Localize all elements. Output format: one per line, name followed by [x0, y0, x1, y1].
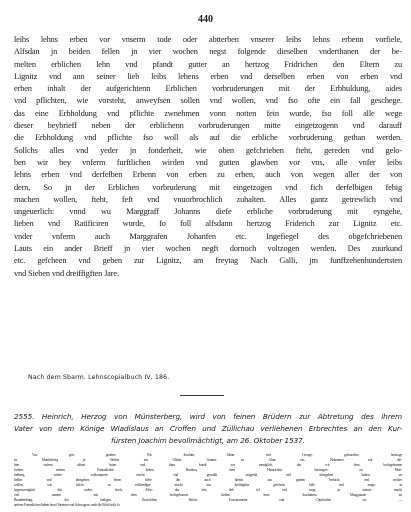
text-line: lehns erben vnd derfelben Erbenn von erben zu erben, auch von wegen aller der von — [14, 170, 402, 180]
text-line: fterberg, vnfere volkommene macht vnd gewaldt aufgefalt vnd übergeben haben, zu — [14, 473, 402, 477]
text-line: erben inhalt der aufgerichtenn Erblichen vorbruderungen mit der Erbhuldung, aides — [14, 84, 402, 94]
text-line: Brandemburg, des heiligen Romifchen Reichs Ertzcammerer vnd Churfurften etc. — — [14, 498, 402, 502]
text-line: ben wir bey vnferm furftlichen wirden vnd gutten glawben vor vns, alle vnfer leibs — [14, 157, 402, 167]
text-line: vnd Sieben vnd dreiffigften Jare. — [14, 268, 119, 278]
text-line: das eine Erbholdung vnd pflichte zwnehmen vonn notten fein wurde, fso foll alle wege — [14, 108, 402, 118]
text-line: Von gots gnaden Wir Joachim, Johan vnd George, gebruedere, hertzoge — [32, 453, 402, 457]
source-note: Nach dem Sbarm. Lehnscopialbuch IV, 186. — [28, 374, 170, 381]
page-number: 440 — [198, 14, 213, 25]
text-line: wiffen, wie folchs zu volftendiger macht am krefftigften gefcheen folle vnd mage, in — [14, 483, 402, 487]
text-line: anferm Freuntlichen lieben hern Oheimen vnd Schwagern, umb die Erbfchafft, fo — [14, 503, 120, 507]
text-line: machen wollen, fteht, feft vnd vnuorbrochlich zuhalten. Alles gantz getrewlich vnd — [14, 194, 402, 204]
text-line: melten erblichen lehn vnd pfandt gutter an hertzog Fridrichen den Eltern zu — [14, 59, 402, 69]
text-line: vnd namen mit dem hochgebornen furften, hern Joachimen, Marggrauen zu — [14, 493, 402, 497]
heading-line: fürsten Joachim bevollmächtigt, am 26. Oktober 1537. — [111, 436, 305, 445]
top-paragraph — [14, 34, 402, 280]
text-line: fem vnferm offnen brine vnd thun kundt vor meniglich, das wir dem hochgebornen — [14, 463, 402, 467]
heading-line: Vater von dem Könige Wladislaus an Croffen und Züllichau verliehenen Erbrechtes an den Kur- — [14, 424, 402, 433]
text-line: vnd pflichten, wie vorsteht, anweyfsen sollen vnd wollen, vnd fso ofte ein fall geschege. — [14, 96, 402, 106]
text-line: furften, vnferm Freuntlichen lieben Brudern, hern Hainrichen, hertzogen zu Mon- — [14, 468, 402, 472]
section-divider — [180, 395, 224, 396]
text-line: Lignitz vnd ann seiner lieb leibs lehens erben vnd derselben erben von erben vnd — [14, 71, 402, 81]
text-line: ungeuerlich: vnnd wu Marggraff Johanns diefe erbliche vorbruderung mit eyngehe, — [14, 207, 402, 217]
section-heading — [14, 411, 402, 447]
text-line: die Erbholdung vnd pflichte fso woll als auf die erbliche vorbruderung gethan werden. — [14, 133, 402, 143]
text-line: Alfsdan jn beiden fellen jn vier wochen negst folgende dieselben vnderthanen der be- — [14, 47, 402, 57]
text-line: Sollchs alles vnd yeder jn fonderheit, wie oben gefchrieben fteht, gereden vnd gelo- — [14, 145, 402, 155]
text-line: kegenwertigkeit dits unfers briefs, Alfso das fein lieb fol vnd mag jn anferer macht — [14, 488, 402, 492]
text-line: dern, So jn der Erblichen vorbruderung mit eingetzogen vnd fich derfelbigen fehig — [14, 182, 402, 192]
text-line: ftellen vnd übergeben feiner liebe die auch hiemit aus guttem bedacht vnd rechter — [14, 478, 402, 482]
text-line: vnder vnferm auch Marggrafen Johanfen etc. Ingefiegel des obgefchriebenen — [14, 231, 402, 241]
bottom-paragraph — [14, 453, 402, 508]
text-line: dieser beybrieff neben der erblichenn vorbruderungen mitte eingetzogenn vnd darauff — [14, 121, 402, 131]
text-line: etc. gefcheen vnd geben zur Lignitz, am freytag Nach Galli, jm funffzehenhundertsten — [14, 256, 402, 266]
text-line: lieben vnd Ratificiren wurde, fo foll alfsdann hertzog Friderich zur Lignitz etc. — [14, 219, 402, 229]
text-line: leibs lehns erben vor vnserm tode oder abtterben vnserer leibs lehns erbenn vorfiele, — [14, 35, 402, 44]
text-line: zu Monfterberg jn Slefien zur Olfsen, Granen zu Glatz etc., Bekennen mit die- — [14, 458, 402, 462]
heading-line: 2555. Heinrich, Herzog von Münsterberg, wird von feinen Brüdern zur Abtretung des ihrem — [14, 412, 402, 421]
text-line: Lauts ein ander Brieff jn vier wochen negft dornoch voltzogen werden. Des zuurkund — [14, 244, 402, 254]
